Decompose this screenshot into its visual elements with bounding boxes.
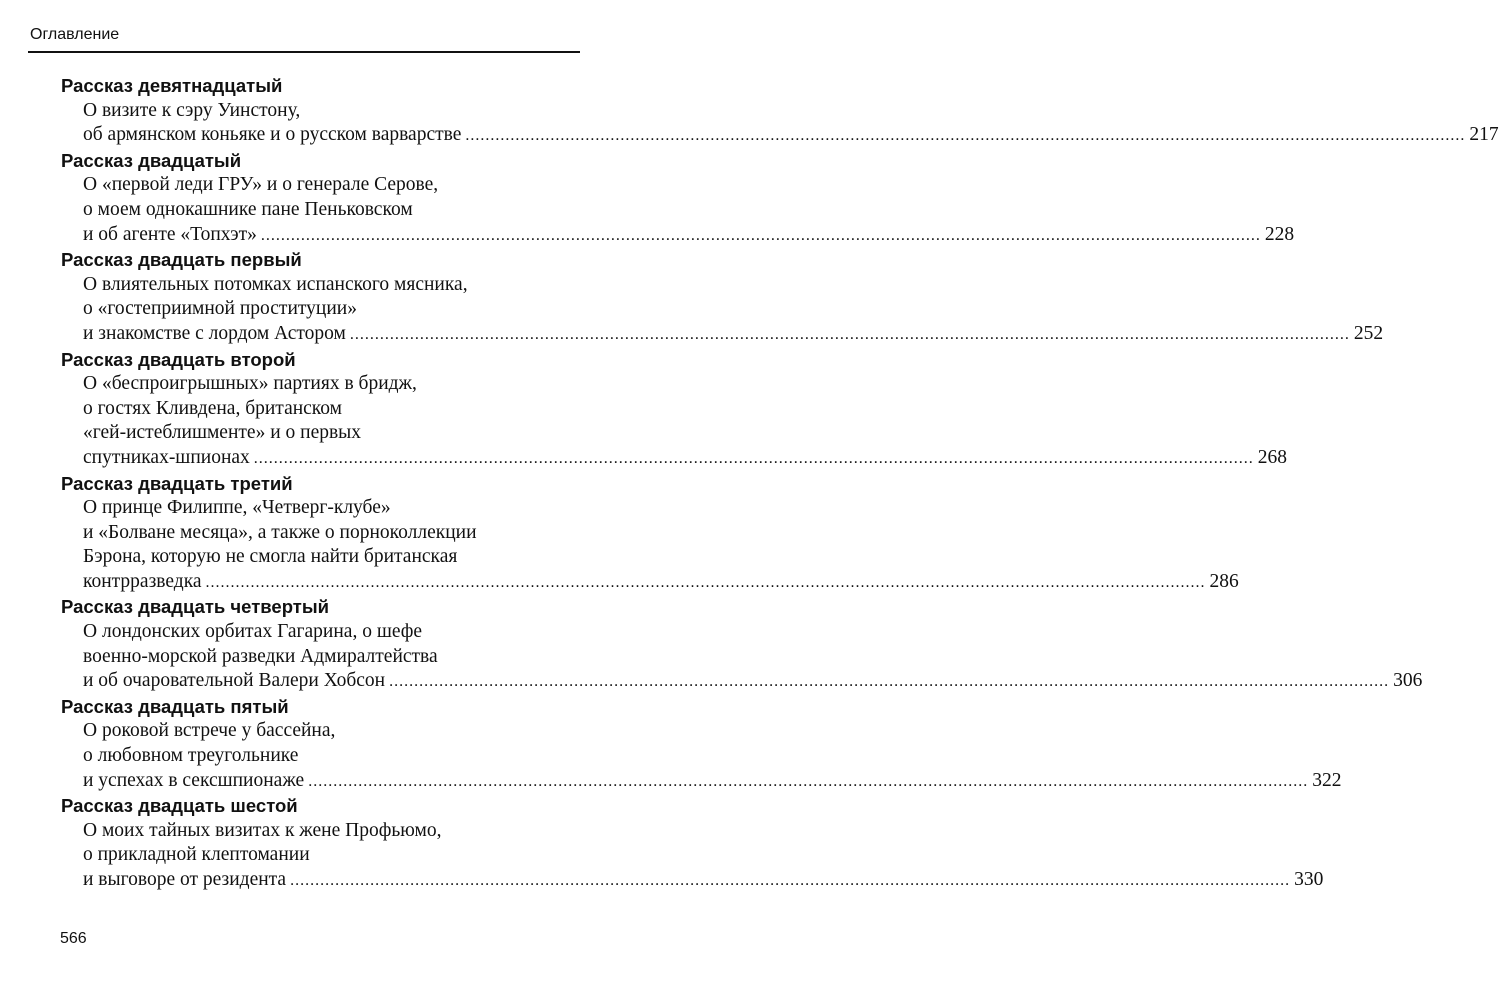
entry-line: О визите к сэру Уинстону, (83, 99, 301, 121)
dot-leader: ........................................................................................................................................................................................................ (349, 325, 1350, 343)
chapter-title: Рассказ двадцать третий (61, 472, 293, 494)
toc-entry (61, 248, 1384, 347)
toc-entry (61, 149, 1295, 248)
page-ref: 217 (1469, 124, 1499, 146)
chapter-title: Рассказ двадцать первый (61, 249, 302, 271)
page-ref: 228 (1264, 223, 1295, 245)
header-rule (28, 51, 580, 53)
entry-last-line (61, 446, 1288, 472)
entry-line: об армянском коньяке и о русском варварстве (83, 124, 462, 146)
header-title: Оглавление (30, 26, 120, 43)
entry-line: Бэрона, которую не смогла найти британская (83, 546, 458, 568)
entry-line: о любовном треугольнике (83, 745, 299, 767)
entry-line: контрразведка (83, 570, 202, 592)
chapter-title: Рассказ двадцать второй (61, 348, 296, 370)
page-ref: 322 (1312, 769, 1342, 791)
page-ref: 306 (1393, 670, 1423, 692)
dot-leader: ........................................................................................................................................................................................................ (290, 872, 1291, 889)
entry-line: о моем однокашнике пане Пеньковском (83, 198, 413, 220)
entry-line: и знакомстве с лордом Астором (83, 322, 346, 344)
entry-line: военно-морской разведки Адмиралтейства (83, 645, 438, 667)
toc-entry (61, 74, 1499, 149)
chapter-title: Рассказ девятнадцатый (61, 75, 283, 96)
table-of-contents (61, 74, 1499, 894)
page-ref: 252 (1353, 322, 1384, 344)
entry-line: и «Болване месяца», а также о порноколлекции (83, 521, 477, 543)
entry-last-line (61, 769, 1342, 795)
entry-line: О «беспроигрышных» партиях в бридж, (83, 373, 417, 395)
page-number: 566 (60, 930, 87, 947)
dot-leader: ........................................................................................................................................................................................................ (465, 127, 1466, 145)
dot-leader: ........................................................................................................................................................................................................ (308, 772, 1309, 790)
entry-last-line (61, 570, 1239, 596)
entry-last-line (61, 868, 1324, 894)
entry-line: и об агенте «Топхэт» (83, 223, 257, 245)
entry-line: и об очаровательной Валери Хобсон (83, 670, 386, 692)
chapter-title: Рассказ двадцать четвертый (61, 596, 329, 618)
page-ref: 330 (1294, 869, 1324, 890)
entry-line: спутниках-шпионах (83, 446, 250, 468)
toc-entry (61, 695, 1342, 794)
dot-leader: ........................................................................................................................................................................................................ (205, 573, 1206, 591)
entry-line: о гостях Кливдена, британском (83, 397, 343, 419)
toc-entry (61, 794, 1324, 893)
chapter-title: Рассказ двадцатый (61, 149, 242, 171)
entry-line: о прикладной клептомании (83, 844, 310, 866)
dot-leader: ........................................................................................................................................................................................................ (253, 449, 1254, 467)
entry-line: О влиятельных потомках испанского мясника, (83, 273, 468, 295)
toc-entry (61, 595, 1423, 694)
entry-line: «гей-истеблишменте» и о первых (83, 422, 362, 444)
dot-leader: ........................................................................................................................................................................................................ (389, 673, 1390, 691)
entry-line: О принце Филиппе, «Четверг-клубе» (83, 497, 391, 519)
entry-line: О роковой встрече у бассейна, (83, 720, 336, 742)
entry-line: и успехах в сексшпионаже (83, 769, 305, 791)
toc-entry (61, 472, 1239, 596)
page-ref: 286 (1209, 570, 1239, 592)
entry-last-line (61, 123, 1499, 149)
entry-line: О моих тайных визитах к жене Профьюмо, (83, 819, 442, 841)
entry-last-line (61, 322, 1384, 348)
toc-entry (61, 348, 1288, 472)
entry-line: О лондонских орбитах Гагарина, о шефе (83, 621, 423, 643)
chapter-title: Рассказ двадцать пятый (61, 695, 289, 717)
entry-last-line (61, 223, 1295, 249)
entry-line: О «первой леди ГРУ» и о генерале Серове, (83, 174, 439, 196)
entry-line: о «гостеприимной проституции» (83, 298, 357, 320)
page-ref: 268 (1257, 446, 1288, 468)
dot-leader: ........................................................................................................................................................................................................ (260, 226, 1261, 244)
chapter-title: Рассказ двадцать шестой (61, 795, 298, 817)
entry-line: и выговоре от резидента (83, 869, 287, 890)
entry-last-line (61, 669, 1423, 695)
